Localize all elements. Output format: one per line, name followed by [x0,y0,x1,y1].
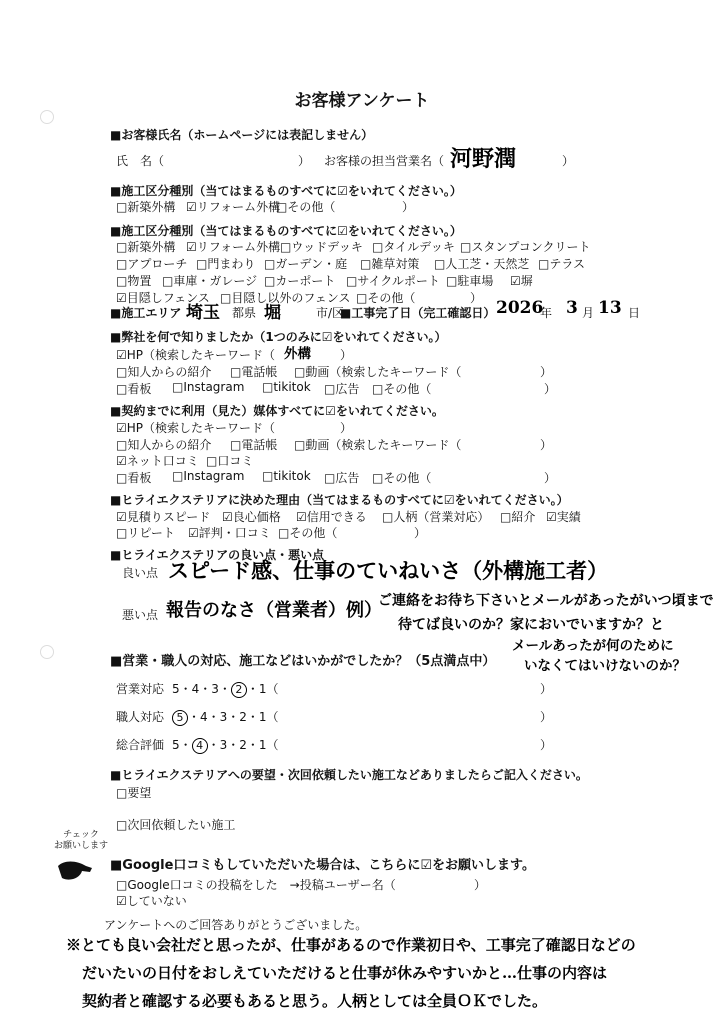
area-label: ■施工エリア [110,306,182,320]
rating-close: ） [540,710,553,724]
checkbox-carport[interactable]: □カーポート [264,274,336,288]
completion-year[interactable]: 2026 [496,298,544,318]
checkbox-sign[interactable]: □看板 [116,382,152,396]
free-comment-line-2[interactable]: だいたいの日付をおしえていただけると仕事が休みやすいかと…仕事の内容は [82,964,608,982]
checkbox-next-construction[interactable]: □次回依頼したい施工 [116,818,236,832]
checkbox-terrace[interactable]: □テラス [538,257,585,271]
checkbox-new-exterior[interactable]: □新築外構 [116,240,176,254]
checkbox-other[interactable]: □その他（ [276,200,336,214]
name-close: ） [298,154,311,168]
sales-label: お客様の担当営業名（ [324,154,445,168]
day-suffix: 日 [628,306,641,320]
sales-value[interactable]: 河野潤 [450,146,517,172]
construction-type-header: ■施工区分種別（当てはまるものすべてに☑をいれてください。） [110,224,462,238]
rating-scale-rest: ・3・2・1（ [207,738,279,752]
google-user-close: ） [474,878,487,892]
hp-keyword-value[interactable]: 外構 [284,346,311,362]
checkbox-fair-price[interactable]: ☑良心価格 [222,510,281,524]
checkbox-quote-speed[interactable]: ☑見積りスピード [116,510,211,524]
area-pref-value[interactable]: 埼玉 [186,303,220,323]
video-close: ） [540,365,553,379]
checkbox-turf[interactable]: □人工芝・天然芝 [434,257,530,271]
good-text[interactable]: スピード感、仕事のていねいさ（外構施工者） [168,558,609,583]
rating-close: ） [540,738,553,752]
check-note [54,830,108,852]
media-used-header: ■契約までに利用（見た）媒体すべてに☑をいれてください。 [110,404,444,418]
checkbox-ad[interactable]: □広告 [324,471,360,485]
checkbox-not-done[interactable]: ☑していない [116,894,187,908]
bad-text-1[interactable]: 報告のなさ（営業者）例） [166,600,382,621]
checkbox-approach[interactable]: □アプローチ [116,257,188,271]
checkbox-phonebook[interactable]: □電話帳 [230,365,278,379]
rating-label-overall: 総合評価 [116,738,165,752]
completion-month[interactable]: 3 [566,298,578,318]
checkbox-referral[interactable]: □知人からの紹介 [116,365,212,379]
punch-hole [40,645,54,659]
area-city-value[interactable]: 堀 [264,303,281,323]
pointing-hand-icon [56,856,94,886]
checkbox-other[interactable]: □その他（ [356,291,416,305]
how-known-header: ■弊社を何で知りましたか（1つのみに☑をいれてください。） [110,330,447,344]
bad-text-4[interactable]: メールあったが何のために [512,638,674,654]
request-header: ■ヒライエクステリアへの要望・次回依頼したい施工などありましたらご記入ください。 [110,768,588,782]
checkbox-referral[interactable]: □知人からの紹介 [116,438,212,452]
hp-keyword-close: ） [340,348,353,362]
bad-label: 悪い点 [122,608,159,622]
good-bad-header: ■ヒライエクステリアの良い点・悪い点 [110,548,325,562]
checkbox-phonebook[interactable]: □電話帳 [230,438,278,452]
rating-row-sales[interactable] [172,680,279,698]
checkbox-other-fence[interactable]: □目隠し以外のフェンス [220,291,351,305]
sales-close: ） [562,154,575,168]
checkbox-track-record[interactable]: ☑実績 [546,510,581,524]
checkbox-cycleport[interactable]: □サイクルポート [346,274,440,288]
checkbox-new-exterior[interactable]: □新築外構 [116,200,176,214]
customer-header: ■お客様氏名（ホームページには表記しません） [110,128,374,142]
video-close: ） [540,438,553,452]
bad-text-2[interactable]: ご連絡をお待ち下さいとメールがあったがいつ頃まで [378,593,714,609]
bad-text-5[interactable]: いなくてはいけないのか？ [524,658,686,674]
checkbox-google-review[interactable]: □Google口コミの投稿をした →投稿ユーザー名（ [116,878,396,892]
checkbox-tile-deck[interactable]: □タイルデッキ [372,240,455,254]
other-close: ） [470,291,483,305]
checkbox-instagram[interactable]: □Instagram [172,380,245,394]
construction-type-header: ■施工区分種別（当てはまるものすべてに☑をいれてください。） [110,184,462,198]
check-note-line: お願いします [54,841,109,851]
rating-selected[interactable]: 4 [192,738,208,754]
checkbox-introduction[interactable]: □紹介 [500,510,536,524]
checkbox-other[interactable]: □その他（ [372,382,432,396]
checkbox-reform-exterior[interactable]: ☑リフォーム外構 [186,240,281,254]
checkbox-net-review[interactable]: ☑ネット口コミ [116,454,199,468]
checkbox-wall[interactable]: ☑塀 [510,274,533,288]
name-label: 氏 名（ [116,154,165,168]
area-city-suffix: 市/区 [316,306,345,320]
checkbox-other[interactable]: □その他（ [278,526,338,540]
checkbox-garden[interactable]: □ガーデン・庭 [264,257,348,271]
google-header: ■Google口コミもしていただいた場合は、こちらに☑をお願いします。 [110,858,536,873]
page-title: お客様アンケート [294,91,430,111]
checkbox-weed[interactable]: □雑草対策 [360,257,420,271]
checkbox-stamp-concrete[interactable]: □スタンプコンクリート [460,240,591,254]
rating-row-craftsman[interactable] [172,708,279,726]
checkbox-hp[interactable]: ☑HP（検索したキーワード（ [116,348,276,362]
checkbox-parking[interactable]: □駐車場 [446,274,494,288]
other-close: ） [402,200,415,214]
checkbox-tiktok[interactable]: □tikitok [262,469,311,483]
checkbox-reputation[interactable]: ☑評判・口コミ [188,526,271,540]
free-comment-line-1[interactable]: ※とても良い会社だと思ったが、仕事があるので作業初日や、工事完了確認日などの [66,936,636,954]
rating-scale-rest: ・4・3・2・1（ [188,710,279,724]
checkbox-gate[interactable]: □門まわり [196,257,256,271]
rating-label-sales: 営業対応 [116,682,165,696]
rating-selected[interactable]: 5 [172,710,188,726]
rating-header: ■営業・職人の対応、施工などはいかがでしたか？（5点満点中） [110,654,496,669]
completion-date-label: ■工事完了日（完工確認日） [340,306,496,320]
rating-row-overall[interactable] [172,736,279,754]
other-close: ） [414,526,427,540]
checkbox-other[interactable]: □その他（ [372,471,432,485]
rating-scale: 5・4・3・ [172,682,231,696]
checkbox-personality[interactable]: □人柄（営業対応） [382,510,490,524]
checkbox-garage[interactable]: □車庫・ガレージ [162,274,258,288]
checkbox-storage[interactable]: □物置 [116,274,152,288]
checkbox-word-of-mouth[interactable]: □口コミ [206,454,254,468]
checkbox-video[interactable]: □動画（検索したキーワード（ [294,438,462,452]
rating-scale: 5・ [172,738,192,752]
rating-selected[interactable]: 2 [231,682,247,698]
rating-close: ） [540,682,553,696]
area-pref-suffix: 都県 [232,306,257,320]
checkbox-hp[interactable]: ☑HP（検索したキーワード（ [116,421,276,435]
checkbox-video[interactable]: □動画（検索したキーワード（ [294,365,462,379]
check-note-line: チェック [63,830,99,840]
checkbox-ad[interactable]: □広告 [324,382,360,396]
checkbox-trust[interactable]: ☑信用できる [296,510,367,524]
checkbox-repeat[interactable]: □リピート [116,526,175,540]
free-comment-line-3[interactable]: 契約者と確認する必要もあると思う。人柄としては全員ＯＫでした。 [82,992,548,1010]
rating-scale-rest: ・1（ [246,682,279,696]
checkbox-sign[interactable]: □看板 [116,471,152,485]
decision-header: ■ヒライエクステリアに決めた理由（当てはまるものすべてに☑をいれてください。） [110,493,569,507]
bad-text-3[interactable]: 待てば良いのか？家においでいますか？と [398,617,664,633]
good-label: 良い点 [122,566,159,580]
checkbox-wood-deck[interactable]: □ウッドデッキ [280,240,363,254]
checkbox-blind-fence[interactable]: ☑目隠しフェンス [116,291,210,305]
checkbox-instagram[interactable]: □Instagram [172,469,245,483]
rating-label-craftsman: 職人対応 [116,710,165,724]
year-suffix: 年 [540,306,553,320]
hp-keyword-close: ） [340,421,353,435]
month-suffix: 月 [582,306,595,320]
checkbox-reform-exterior[interactable]: ☑リフォーム外構 [186,200,281,214]
checkbox-tiktok[interactable]: □tikitok [262,380,311,394]
other-close: ） [544,471,557,485]
checkbox-request[interactable]: □要望 [116,786,152,800]
punch-hole [40,110,54,124]
thanks-text: アンケートへのご回答ありがとうございました。 [104,918,368,932]
completion-day[interactable]: 13 [598,298,622,318]
other-close: ） [544,382,557,396]
